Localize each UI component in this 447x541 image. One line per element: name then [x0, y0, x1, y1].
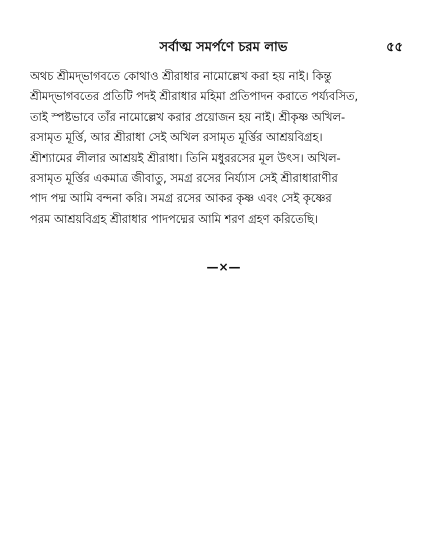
text-line: অথচ শ্রীমদ্‌ভাগবতে কোথাও শ্রীরাধার নামোল্লেখ করা হয় নাই। কিন্তু	[30, 69, 332, 83]
body-paragraph	[30, 66, 430, 229]
running-title: সর্বাত্ম সমর্পণে চরম লাভ	[159, 40, 288, 55]
text-line: শ্রীশ্যামের লীলার আশ্রয়ই শ্রীরাধা। তিনি মধুররসের মূল উৎস। অখিল-	[30, 150, 341, 165]
text-line: তাই স্পষ্টভাবে তাঁর নামোল্লেখ করার প্রয়োজন হয় নাই। শ্রীকৃষ্ণ অখিল-	[30, 109, 346, 124]
page-number: ৫৫	[386, 40, 403, 55]
text-line: রসামৃত মূর্ত্তির একমাত্র জীবাতু, সমগ্র রসের নির্য্যাস সেই শ্রীরাধারাণীর	[30, 170, 338, 185]
text-line: পরম আশ্রয়বিগ্রহ শ্রীরাধার পাদপদ্মের আমি শরণ গ্রহণ করিতেছি।	[30, 211, 318, 226]
section-end-ornament: —×—	[206, 260, 241, 274]
text-line: শ্রীমদ্‌ভাগবতের প্রতিটি পদই শ্রীরাধার মহিমা প্রতিপাদন করাতে পর্য্যবসিত,	[30, 89, 359, 104]
text-line: পাদ পদ্ম আমি বন্দনা করি। সমগ্র রসের আকর কৃষ্ণ এবং সেই কৃষ্ণের	[30, 191, 332, 206]
text-line: রসামৃত মূর্ত্তি, আর শ্রীরাধা সেই অখিল রসামৃত মূর্ত্তির আশ্রয়বিগ্রহ।	[30, 130, 323, 145]
page-header	[0, 38, 447, 58]
